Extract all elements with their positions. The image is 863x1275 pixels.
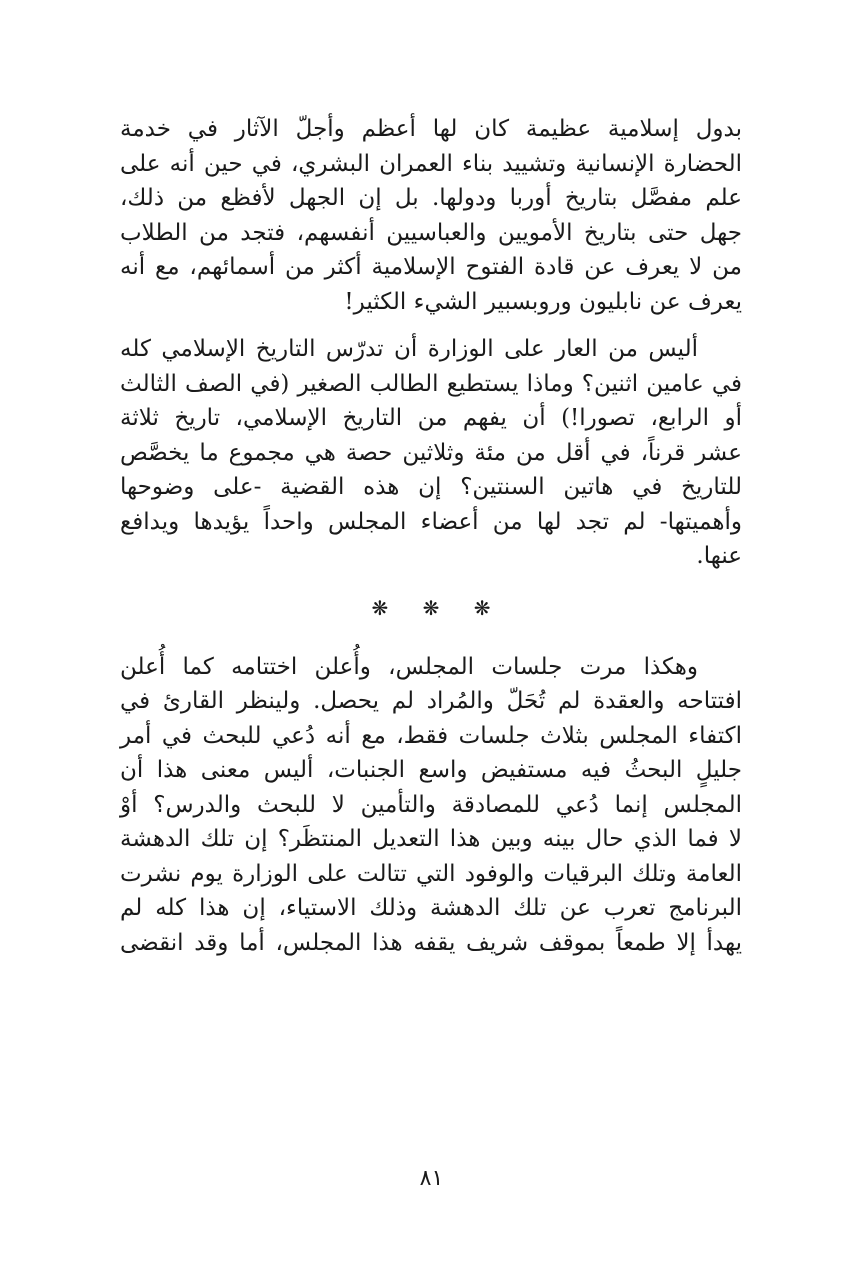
text-line: عنها. bbox=[696, 543, 742, 569]
text-line: للتاريخ في هاتين السنتين؟ إن هذه القضية -على وضوحها bbox=[120, 474, 742, 500]
text-line: المجلس إنما دُعي للمصادقة والتأمين لا للبحث والدرس؟ أوْ bbox=[120, 791, 742, 818]
text-line: الحضارة الإنسانية وتشييد بناء العمران البشري، في حين أنه على bbox=[120, 150, 742, 177]
section-separator: ❋ ❋ ❋ bbox=[371, 595, 505, 620]
page-number: ٨١ bbox=[419, 1166, 444, 1191]
text-line: جهل حتى بتاريخ الأمويين والعباسيين أنفسهم، فتجد من الطلاب bbox=[120, 219, 742, 246]
text-line: يهدأ إلا طمعاً بموقف شريف يقفه هذا المجلس، أما وقد انقضى bbox=[120, 929, 742, 956]
text-line: أو الرابع، تصورا!) أن يفهم من التاريخ الإسلامي، تاريخ ثلاثة bbox=[120, 405, 742, 431]
text-line: عشر قرناً، في أقل من مئة وثلاثين حصة هي مجموع ما يخصَّص bbox=[120, 439, 742, 466]
paragraph-2 bbox=[120, 332, 742, 574]
text-line: جليلٍ البحثُ فيه مستفيض واسع الجنبات، أليس معنى هذا أن bbox=[120, 757, 742, 783]
page-body bbox=[120, 112, 742, 960]
text-line: العامة وتلك البرقيات والوفود التي تتالت على الوزارة يوم نشرت bbox=[120, 860, 742, 887]
text-line: لا فما الذي حال بينه وبين هذا التعديل المنتظَر؟ إن تلك الدهشة bbox=[120, 826, 742, 852]
text-line: في عامين اثنين؟ وماذا يستطيع الطالب الصغير (في الصف الثالث bbox=[120, 370, 742, 397]
text-line: أليس من العار على الوزارة أن تدرّس التاريخ الإسلامي كله bbox=[120, 336, 698, 362]
paragraph-1 bbox=[120, 112, 742, 319]
text-line: اكتفاء المجلس بثلاث جلسات فقط، مع أنه دُعي للبحث في أمر bbox=[120, 722, 742, 749]
paragraph-3 bbox=[120, 650, 742, 961]
text-line: علم مفصَّل بتاريخ أوربا ودولها. بل إن الجهل لأفظع من ذلك، bbox=[120, 185, 742, 211]
text-line: وهكذا مرت جلسات المجلس، وأُعلن اختتامه كما أُعلن bbox=[120, 653, 698, 680]
text-line: افتتاحه والعقدة لم تُحَلّ والمُراد لم يحصل. ولينظر القارئ في bbox=[120, 688, 742, 714]
text-line: يعرف عن نابليون وروبسبير الشيء الكثير! bbox=[344, 288, 742, 315]
text-line: وأهميتها- لم تجد لها من أعضاء المجلس واحداً يؤيدها ويدافع bbox=[120, 508, 742, 535]
text-line: البرنامج تعرب عن تلك الدهشة وذلك الاستياء، إن هذا كله لم bbox=[120, 895, 742, 921]
text-line: بدول إسلامية عظيمة كان لها أعظم وأجلّ الآثار في خدمة bbox=[120, 116, 742, 142]
text-line: من لا يعرف عن قادة الفتوح الإسلامية أكثر من أسمائهم، مع أنه bbox=[120, 254, 742, 280]
